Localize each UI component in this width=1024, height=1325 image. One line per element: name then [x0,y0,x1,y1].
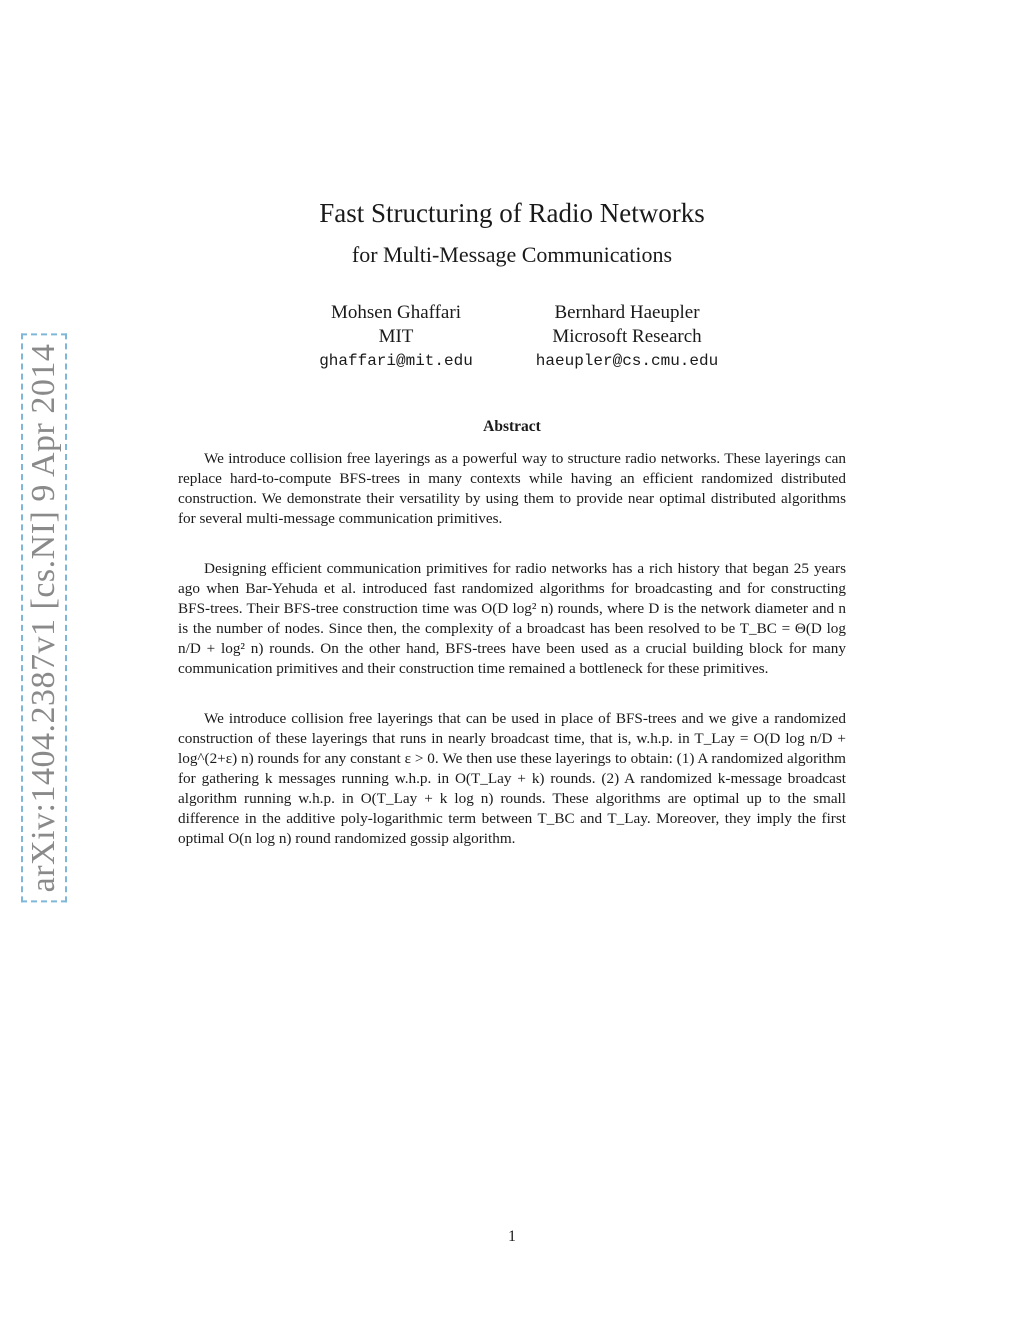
author-name: Mohsen Ghaffari [331,302,461,323]
author-block [512,301,742,373]
abstract-paragraph: Designing efficient communication primitives for radio networks has a rich history that began 25 years ago when Bar-Yehuda et al. introduced fast randomized algorithms for broadcasting and for constructing BFS-trees. Their BFS-tree construction time was O(D log² n) rounds, where D is the network diameter and n is the number of nodes. Since then, the complexity of a broadcast has been resolved to be T_BC = Θ(D log n/D + log² n) rounds. On the other hand, BFS-trees have been used as a crucial building block for many communication primitives and their construction time remained a bottleneck for these primitives. [178,560,846,677]
paper-title: Fast Structuring of Radio Networks [319,198,705,228]
author-affiliation: Microsoft Research [552,326,702,347]
abstract-paragraph: We introduce collision free layerings that can be used in place of BFS-trees and we give a randomized construction of these layerings that runs in nearly broadcast time, that is, w.h.p. in T_Lay = O(D log n/D + log^(2+ε) n) rounds for any constant ε > 0. We then use these layerings to obtain: (1) A randomized algorithm for gathering k messages running w.h.p. in O(T_Lay + k) rounds. (2) A randomized k-message broadcast algorithm running w.h.p. in O(T_Lay + k log n) rounds. These algorithms are optimal up to the small difference in the additive poly-logarithmic term between T_BC and T_Lay. Moreover, they imply the first optimal O(n log n) round randomized gossip algorithm. [178,710,846,847]
arxiv-stamp[interactable]: arXiv:1404.2387v1 [cs.NI] 9 Apr 2014 [21,334,67,903]
author-email[interactable]: haeupler@cs.cmu.edu [535,352,719,370]
abstract-paragraph: We introduce collision free layerings as a powerful way to structure radio networks. These layerings can replace hard-to-compute BFS-trees in many contexts while having an efficient randomized distributed construction. We demonstrate their versatility by using them to provide near optimal distributed algorithms for several multi-message communication primitives. [178,450,846,527]
author-email[interactable]: ghaffari@mit.edu [319,352,473,370]
author-block [281,301,511,373]
abstract-heading: Abstract [483,418,541,435]
author-affiliation: MIT [378,326,414,347]
paper-subtitle: for Multi-Message Communications [351,242,673,267]
page-number: 1 [508,1228,516,1245]
author-name: Bernhard Haeupler [554,302,700,323]
